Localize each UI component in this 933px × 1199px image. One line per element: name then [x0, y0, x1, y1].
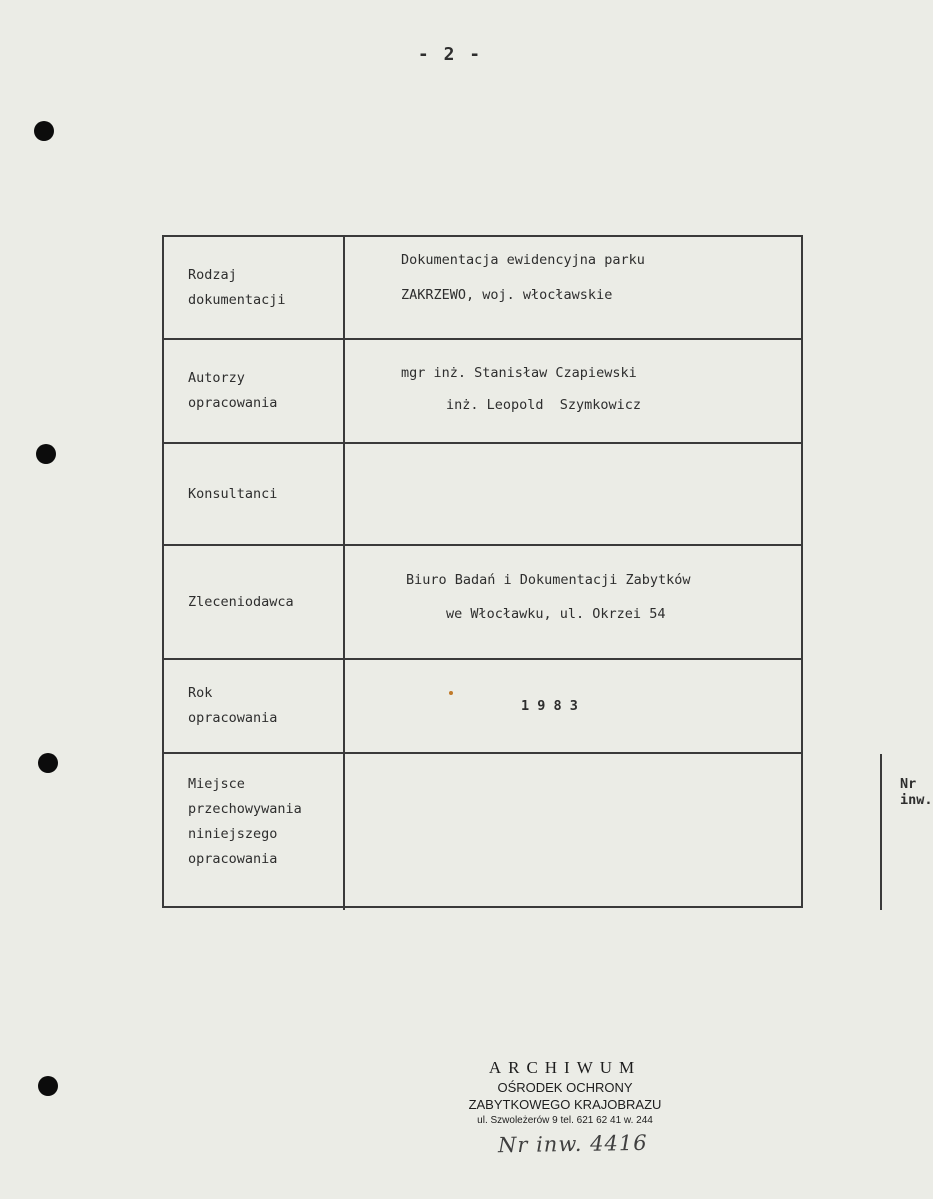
- punch-hole: [36, 444, 56, 464]
- stamp-address: ul. Szwoleżerów 9 tel. 621 62 41 w. 244: [477, 1115, 653, 1126]
- value-text: mgr inż. Stanisław Czapiewski: [401, 365, 637, 381]
- label-text: niniejszego: [188, 826, 278, 842]
- value-cell: [345, 546, 801, 658]
- value-cell: [345, 444, 801, 544]
- value-cell: [345, 660, 801, 752]
- value-text: we Włocławku, ul. Okrzei 54: [446, 606, 666, 622]
- label-text: Miejsce: [188, 776, 245, 792]
- row-commissioner: [164, 546, 801, 660]
- label-cell: [164, 754, 345, 910]
- label-cell: [164, 444, 345, 544]
- label-text: Konsultanci: [188, 485, 278, 502]
- value-cell: [345, 754, 933, 910]
- label-text: dokumentacji: [188, 291, 286, 308]
- value-cell: [345, 340, 801, 442]
- row-documentation-type: [164, 237, 801, 340]
- value-text: ZAKRZEWO, woj. włocławskie: [401, 287, 613, 303]
- value-text: Dokumentacja ewidencyjna parku: [401, 252, 645, 268]
- label-text: Rok: [188, 685, 213, 701]
- label-text: Zleceniodawca: [188, 593, 294, 610]
- handwritten-inventory-note: Nr inw. 4416: [497, 1130, 648, 1158]
- label-cell: [164, 660, 345, 752]
- label-text: Rodzaj: [188, 266, 237, 283]
- row-storage-location: [164, 754, 933, 910]
- page-number: - 2 -: [417, 44, 483, 65]
- ink-dot: [449, 691, 453, 695]
- row-year: [164, 660, 801, 754]
- punch-hole: [38, 1076, 58, 1096]
- row-consultants: [164, 444, 801, 546]
- stamp-line: ZABYTKOWEGO KRAJOBRAZU: [468, 1097, 662, 1112]
- label-cell: [164, 237, 345, 338]
- label-text: opracowania: [188, 710, 278, 726]
- label-cell: [164, 546, 345, 658]
- value-text: Biuro Badań i Dokumentacji Zabytków: [406, 572, 691, 588]
- label-text: Autorzy: [188, 370, 245, 386]
- label-cell: [164, 340, 345, 442]
- row-authors: [164, 340, 801, 444]
- label-text: przechowywania: [188, 801, 302, 817]
- value-text: inż. Leopold Szymkowicz: [446, 397, 642, 413]
- value-cell: [345, 237, 801, 338]
- stamp-line: OŚRODEK OCHRONY: [497, 1080, 633, 1095]
- punch-hole: [34, 121, 54, 141]
- year-value: 1 9 8 3: [521, 698, 578, 714]
- archive-stamp: [420, 1057, 710, 1129]
- label-text: opracowania: [188, 851, 278, 867]
- inventory-number-label: Nr inw.: [900, 776, 933, 808]
- documentation-table: [162, 235, 933, 908]
- inventory-divider: [880, 754, 882, 910]
- label-text: opracowania: [188, 395, 278, 411]
- stamp-title: ARCHIWUM: [488, 1058, 642, 1077]
- punch-hole: [38, 753, 58, 773]
